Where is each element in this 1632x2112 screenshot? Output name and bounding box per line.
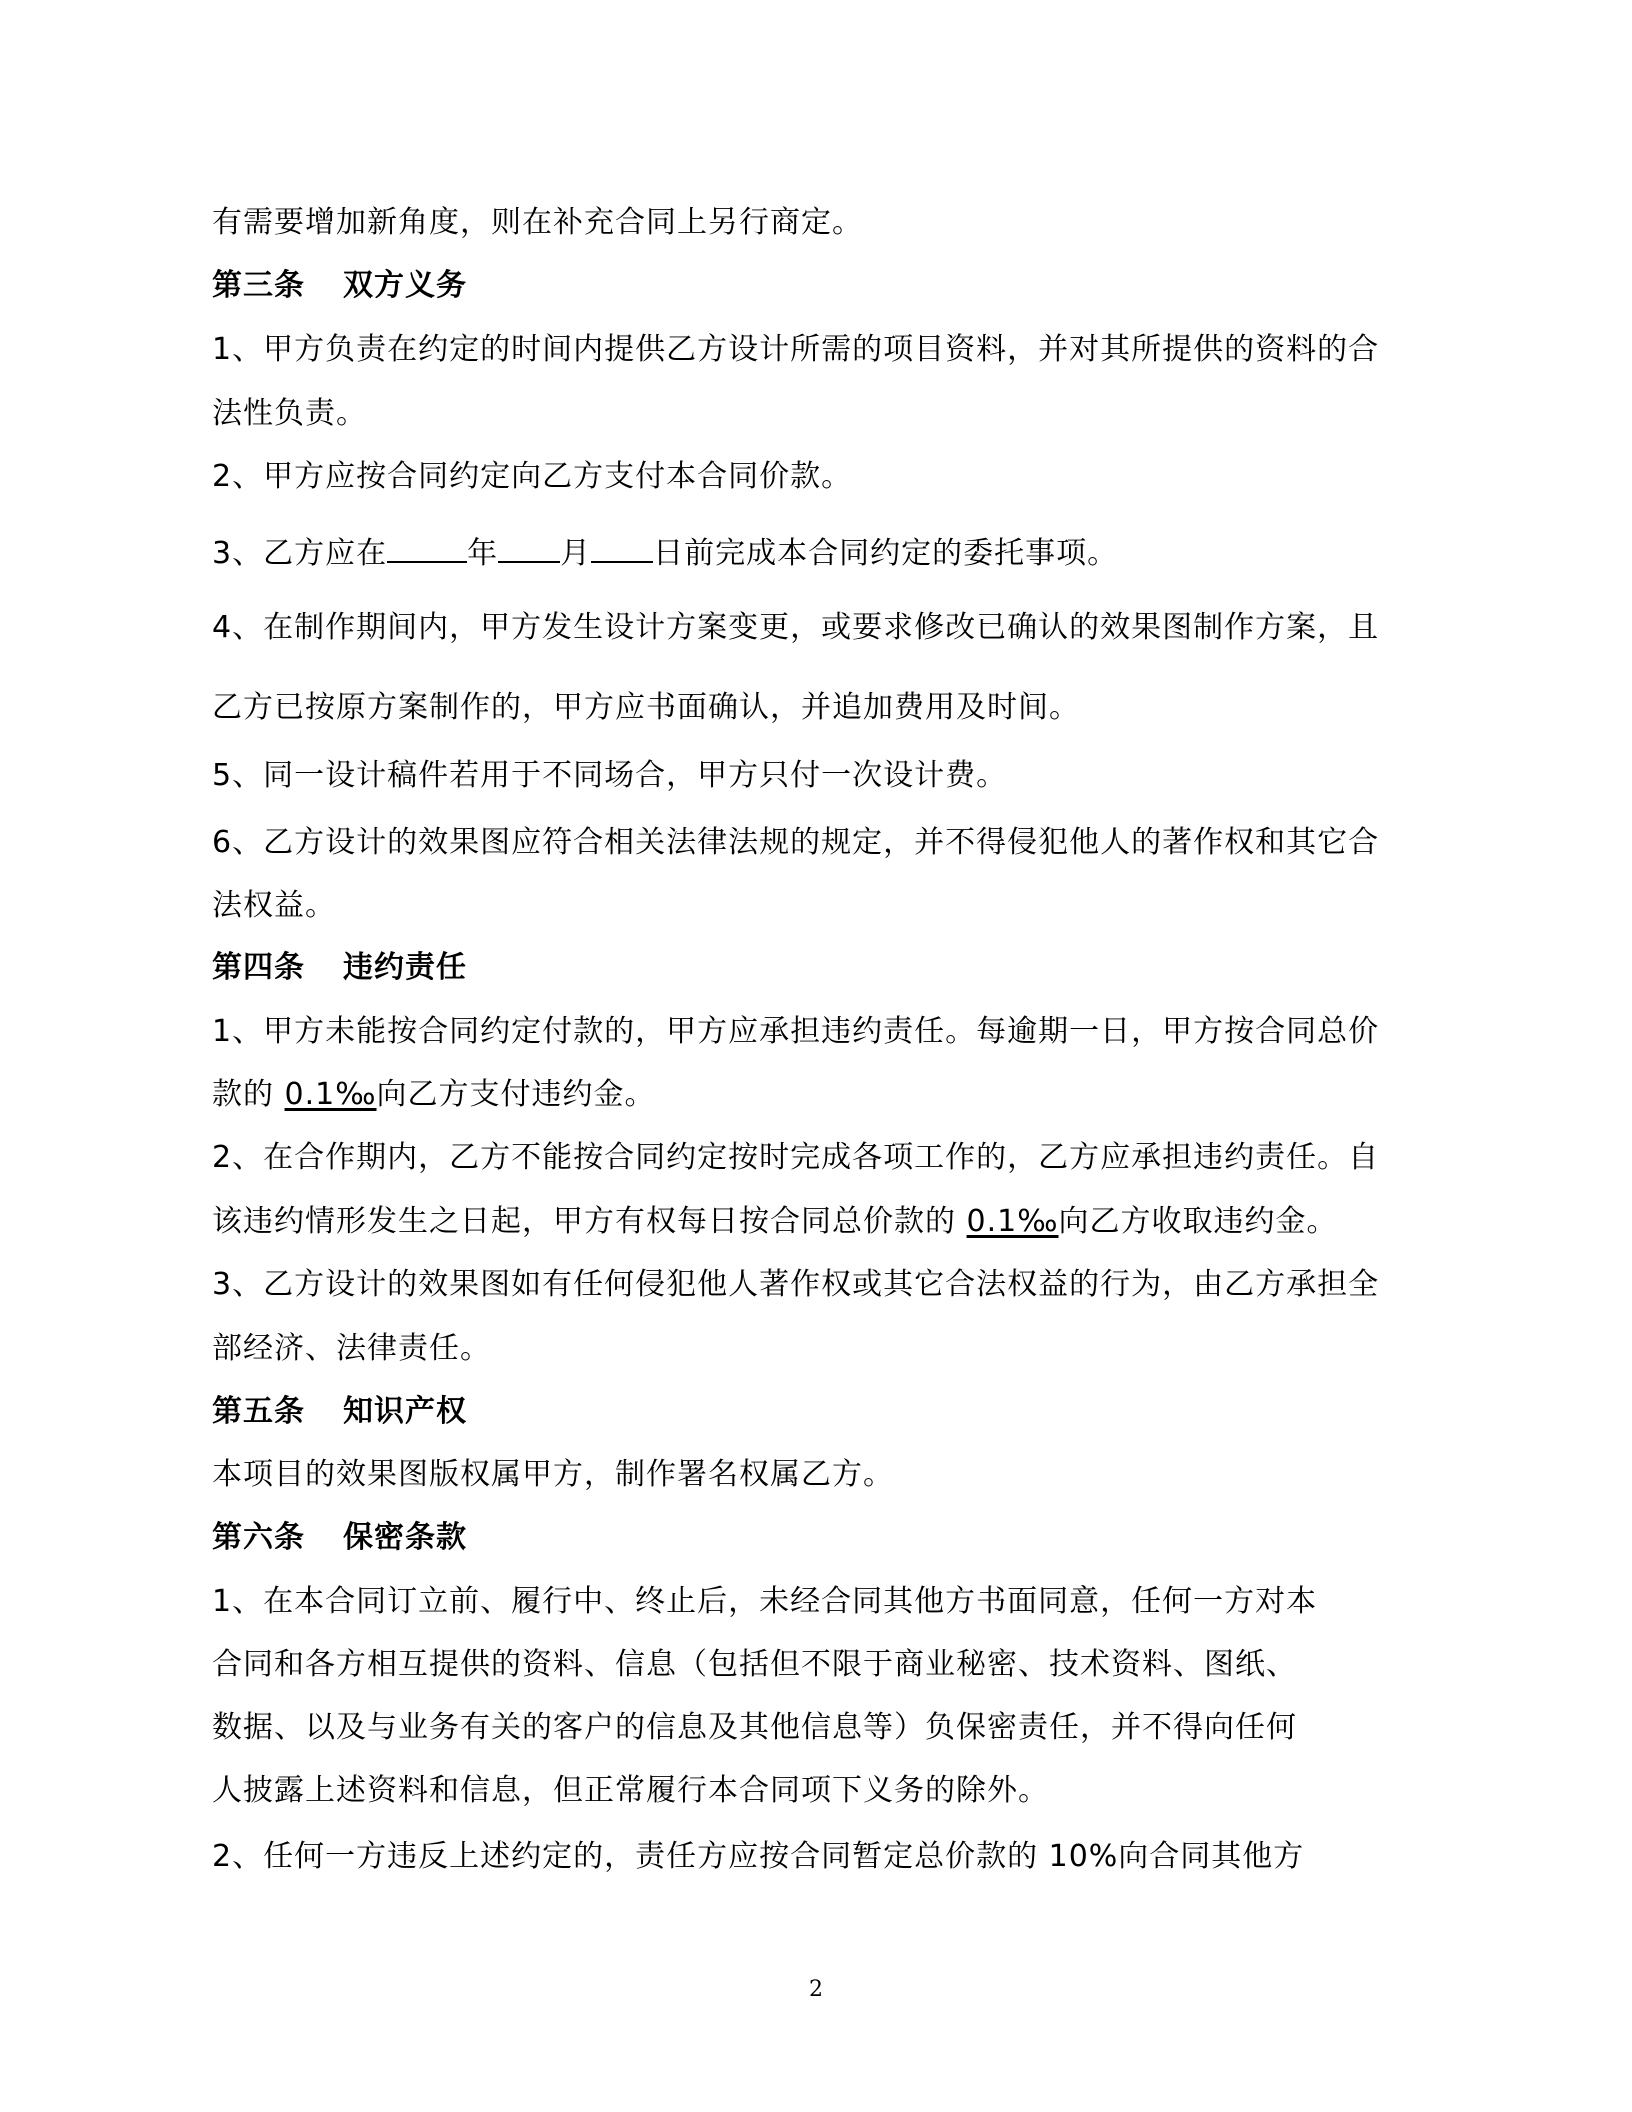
paragraph-line: 本项目的效果图版权属甲方，制作署名权属乙方。 [212, 1457, 894, 1492]
paragraph-line: 乙方已按原方案制作的，甲方应书面确认，并追加费用及时间。 [212, 690, 1080, 725]
article-title: 知识产权 [343, 1394, 467, 1429]
paragraph-line: 5、同一设计稿件若用于不同场合，甲方只付一次设计费。 [212, 758, 1008, 793]
penalty-suffix: 向乙方支付违约金。 [376, 1077, 656, 1112]
article-4-heading [212, 948, 467, 988]
penalty-line-2 [212, 1202, 1338, 1242]
paragraph-line: 1、在本合同订立前、履行中、终止后，未经合同其他方书面同意，任何一方对本 [212, 1584, 1318, 1619]
penalty-rate: 0.1‰ [284, 1077, 377, 1112]
article-6-heading [212, 1518, 467, 1558]
paragraph-line: 法权益。 [212, 888, 336, 923]
day-blank [591, 531, 653, 563]
article-number: 第四条 [212, 950, 305, 985]
year-label: 年 [467, 536, 499, 571]
deadline-clause [212, 531, 1118, 571]
page-number: 2 [809, 1977, 823, 2002]
penalty-suffix: 向乙方收取违约金。 [1058, 1204, 1338, 1239]
paragraph-line: 6、乙方设计的效果图应符合相关法律法规的规定，并不得侵犯他人的著作权和其它合 [212, 825, 1380, 860]
paragraph-line: 有需要增加新角度，则在补充合同上另行商定。 [212, 205, 863, 240]
paragraph-line: 1、甲方负责在约定的时间内提供乙方设计所需的项目资料，并对其所提供的资料的合 [212, 332, 1380, 367]
penalty-prefix: 款的 [212, 1077, 285, 1112]
article-title: 违约责任 [343, 950, 467, 985]
paragraph-line: 数据、以及与业务有关的客户的信息及其他信息等）负保密责任，并不得向任何 [212, 1710, 1297, 1745]
penalty-prefix: 该违约情形发生之日起，甲方有权每日按合同总价款的 [212, 1204, 967, 1239]
paragraph-line: 法性负责。 [212, 396, 367, 431]
penalty-line-1 [212, 1075, 656, 1115]
article-title: 双方义务 [343, 268, 467, 303]
paragraph-line: 合同和各方相互提供的资料、信息（包括但不限于商业秘密、技术资料、图纸、 [212, 1647, 1297, 1682]
paragraph-line: 1、甲方未能按合同约定付款的，甲方应承担违约责任。每逾期一日，甲方按合同总价 [212, 1014, 1380, 1049]
article-number: 第五条 [212, 1394, 305, 1429]
article-number: 第三条 [212, 268, 305, 303]
deadline-suffix: 日前完成本合同约定的委托事项。 [653, 536, 1119, 571]
article-3-heading [212, 266, 467, 306]
year-blank [387, 531, 467, 563]
deadline-prefix: 3、乙方应在 [212, 536, 388, 571]
paragraph-line: 2、任何一方违反上述约定的，责任方应按合同暂定总价款的 10%向合同其他方 [212, 1839, 1305, 1874]
article-5-heading [212, 1392, 467, 1432]
month-label: 月 [560, 536, 592, 571]
paragraph-line: 4、在制作期间内，甲方发生设计方案变更，或要求修改已确认的效果图制作方案，且 [212, 610, 1380, 645]
penalty-rate: 0.1‰ [966, 1204, 1059, 1239]
paragraph-line: 2、甲方应按合同约定向乙方支付本合同价款。 [212, 459, 853, 494]
article-title: 保密条款 [343, 1520, 467, 1555]
month-blank [498, 531, 560, 563]
paragraph-line: 3、乙方设计的效果图如有任何侵犯他人著作权或其它合法权益的行为，由乙方承担全 [212, 1267, 1380, 1302]
article-number: 第六条 [212, 1520, 305, 1555]
paragraph-line: 人披露上述资料和信息，但正常履行本合同项下义务的除外。 [212, 1773, 1049, 1808]
paragraph-line: 2、在合作期内，乙方不能按合同约定按时完成各项工作的，乙方应承担违约责任。自 [212, 1140, 1380, 1175]
paragraph-line: 部经济、法律责任。 [212, 1331, 491, 1366]
